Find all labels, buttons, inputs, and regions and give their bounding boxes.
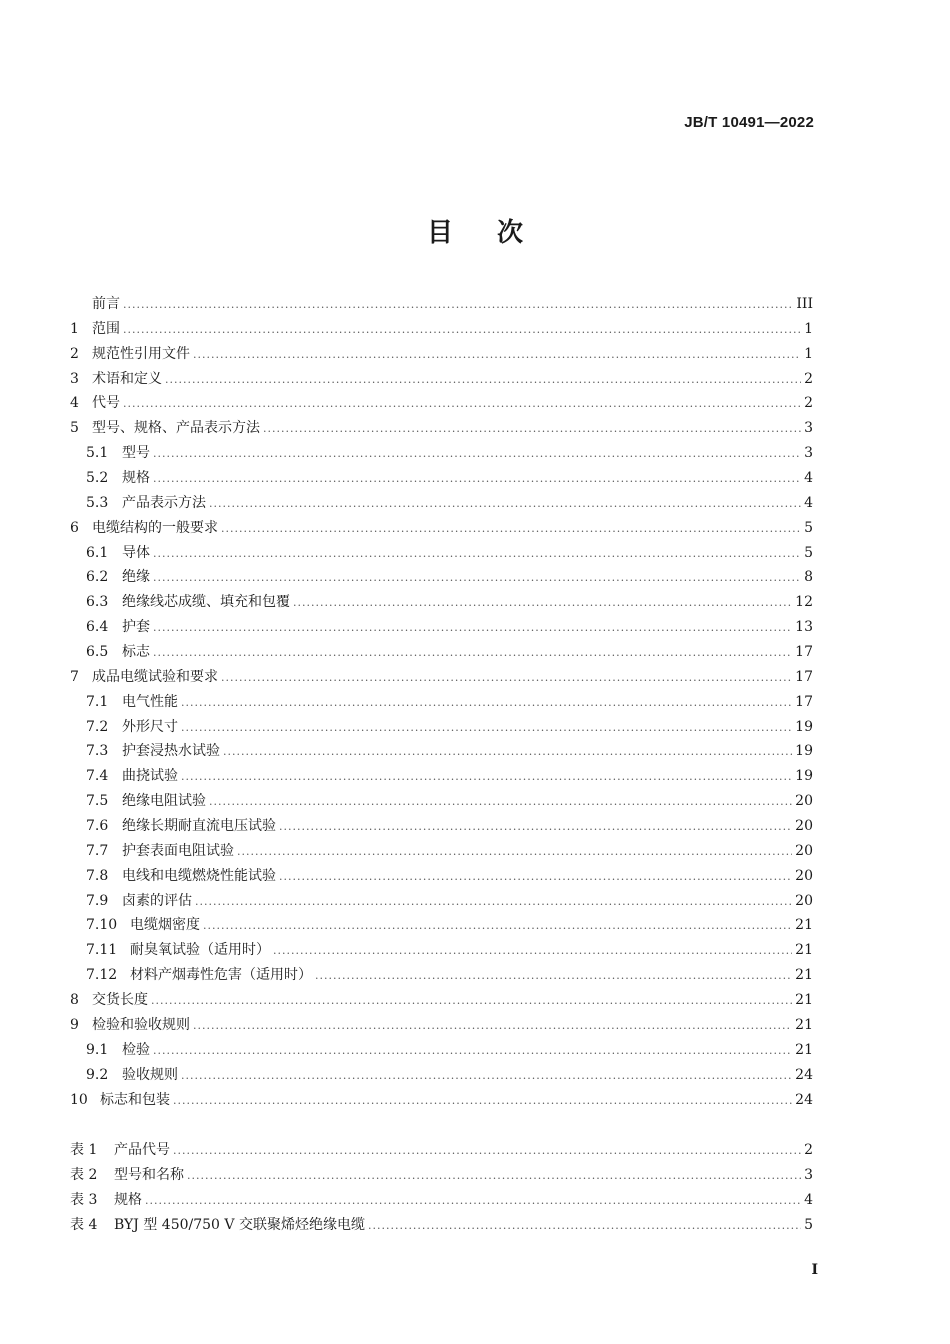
dot-leader [123, 318, 801, 343]
dot-leader [195, 890, 792, 915]
dot-leader [123, 293, 793, 318]
entry-number: 7.9 [86, 892, 109, 909]
entry-page-number: 4 [804, 494, 813, 511]
dot-leader [273, 939, 792, 964]
entry-title: 电线和电缆燃烧性能试验 [122, 867, 276, 884]
dot-leader [173, 1139, 801, 1164]
dot-leader [209, 790, 792, 815]
entry-number: 表 1 [70, 1142, 98, 1158]
toc-entry[interactable] [70, 317, 813, 342]
dot-leader [181, 716, 792, 741]
entry-page-number: III [796, 296, 813, 312]
entry-number: 2 [70, 345, 79, 362]
table-of-contents [70, 292, 813, 1112]
entry-number: 6.5 [86, 644, 109, 661]
table-list-item[interactable] [70, 1188, 813, 1213]
entry-title: 绝缘线芯成缆、填充和包覆 [122, 594, 290, 611]
entry-page-number: 4 [804, 1191, 813, 1208]
entry-title: 检验 [122, 1041, 150, 1058]
entry-number: 10 [70, 1091, 88, 1108]
entry-page-number: 2 [804, 395, 813, 412]
entry-title: 标志 [122, 644, 150, 661]
toc-entry[interactable] [70, 764, 813, 789]
toc-entry[interactable] [70, 889, 813, 914]
entry-number: 7.10 [86, 917, 118, 934]
entry-title: 材料产烟毒性危害（适用时） [130, 967, 312, 984]
entry-page-number: 5 [804, 1216, 813, 1233]
dot-leader [151, 989, 792, 1014]
dot-leader [293, 591, 792, 616]
dot-leader [153, 467, 801, 492]
entry-number: 5.2 [86, 470, 109, 487]
entry-page-number: 20 [795, 867, 813, 884]
entry-page-number: 20 [795, 793, 813, 810]
entry-number: 6 [70, 519, 79, 536]
entry-title: 绝缘长期耐直流电压试验 [122, 818, 276, 835]
dot-leader [123, 392, 801, 417]
dot-leader [315, 964, 792, 989]
dot-leader [181, 765, 792, 790]
entry-title: 交货长度 [92, 992, 148, 1009]
page-title: 目次 [426, 218, 567, 248]
entry-page-number: 19 [795, 718, 813, 735]
table-list-item[interactable] [70, 1163, 813, 1188]
toc-entry[interactable] [70, 292, 813, 317]
toc-entry[interactable] [70, 690, 813, 715]
entry-number: 5.3 [86, 494, 109, 511]
entry-title: 护套浸热水试验 [122, 743, 220, 760]
dot-leader [368, 1214, 801, 1239]
entry-title: 代号 [92, 395, 120, 412]
entry-number: 1 [70, 320, 79, 337]
entry-title: 标志和包装 [100, 1091, 170, 1108]
dot-leader [187, 1164, 801, 1189]
dot-leader [193, 1014, 792, 1039]
entry-page-number: 20 [795, 818, 813, 835]
entry-title: 范围 [92, 320, 120, 337]
entry-number: 9 [70, 1016, 79, 1033]
entry-title: 绝缘 [122, 569, 150, 586]
dot-leader [221, 666, 792, 691]
entry-title: 验收规则 [122, 1066, 178, 1083]
entry-title: 成品电缆试验和要求 [92, 668, 218, 685]
entry-number: 9.1 [86, 1041, 109, 1058]
entry-page-number: 2 [804, 370, 813, 387]
dot-leader [279, 815, 792, 840]
entry-title: 检验和验收规则 [92, 1016, 190, 1033]
entry-title: 术语和定义 [92, 370, 162, 387]
dot-leader [203, 914, 792, 939]
entry-number: 7.7 [86, 842, 109, 859]
entry-page-number: 21 [795, 942, 813, 959]
toc-entry[interactable] [70, 565, 813, 590]
entry-title: 产品代号 [114, 1142, 170, 1158]
entry-number: 7.6 [86, 818, 109, 835]
entry-number: 5 [70, 420, 79, 437]
toc-entry[interactable] [70, 590, 813, 615]
toc-entry[interactable] [70, 665, 813, 690]
entry-title: 护套 [122, 619, 150, 636]
entry-number: 7 [70, 668, 79, 685]
entry-number: 7.5 [86, 793, 109, 810]
entry-title: 规格 [122, 470, 150, 487]
dot-leader [181, 1064, 792, 1089]
toc-entry[interactable] [70, 938, 813, 963]
entry-page-number: 3 [804, 420, 813, 437]
entry-page-number: 1 [804, 345, 813, 362]
toc-entry[interactable] [70, 1013, 813, 1038]
table-list-item[interactable] [70, 1213, 813, 1238]
toc-entry[interactable] [70, 913, 813, 938]
toc-entry[interactable] [70, 466, 813, 491]
toc-entry[interactable] [70, 640, 813, 665]
entry-page-number: 21 [795, 1041, 813, 1058]
toc-entry[interactable] [70, 342, 813, 367]
entry-title: 型号和名称 [114, 1166, 184, 1183]
entry-title: 曲挠试验 [122, 768, 178, 785]
entry-title: 型号 [122, 445, 150, 462]
entry-title: 产品表示方法 [122, 494, 206, 511]
toc-entry[interactable] [70, 367, 813, 392]
entry-page-number: 19 [795, 743, 813, 760]
standard-number: JB/T 10491—2022 [684, 114, 814, 131]
entry-title: 护套表面电阻试验 [122, 842, 234, 859]
toc-entry[interactable] [70, 963, 813, 988]
entry-number: 7.12 [86, 967, 118, 984]
entry-page-number: 24 [795, 1091, 813, 1108]
entry-number: 3 [70, 370, 79, 387]
entry-page-number: 8 [804, 569, 813, 586]
entry-page-number: 12 [795, 594, 813, 611]
toc-entry[interactable] [70, 1038, 813, 1063]
entry-page-number: 20 [795, 842, 813, 859]
entry-number: 表 4 [70, 1216, 98, 1233]
dot-leader [237, 840, 792, 865]
toc-entry[interactable] [70, 416, 813, 441]
toc-entry[interactable] [70, 789, 813, 814]
entry-title: BYJ 型 450/750 V 交联聚烯烃绝缘电缆 [114, 1216, 365, 1233]
entry-page-number: 17 [795, 693, 813, 710]
entry-title: 电气性能 [122, 693, 178, 710]
entry-title: 型号、规格、产品表示方法 [92, 420, 260, 437]
dot-leader [221, 517, 801, 542]
entry-number: 6.2 [86, 569, 109, 586]
entry-page-number: 21 [795, 917, 813, 934]
dot-leader [209, 492, 801, 517]
entry-title: 导体 [122, 544, 150, 561]
dot-leader [165, 368, 801, 393]
entry-page-number: 20 [795, 892, 813, 909]
entry-page-number: 17 [795, 668, 813, 685]
entry-number: 6.3 [86, 594, 109, 611]
entry-title: 前言 [92, 296, 120, 312]
dot-leader [153, 641, 792, 666]
entry-page-number: 21 [795, 1016, 813, 1033]
toc-entry[interactable] [70, 491, 813, 516]
toc-entry[interactable] [70, 541, 813, 566]
entry-title: 卤素的评估 [122, 892, 192, 909]
entry-page-number: 17 [795, 644, 813, 661]
table-list-item[interactable] [70, 1138, 813, 1163]
entry-number: 表 3 [70, 1191, 98, 1208]
entry-page-number: 24 [795, 1066, 813, 1083]
toc-entry[interactable] [70, 715, 813, 740]
entry-title: 电缆结构的一般要求 [92, 519, 218, 536]
toc-entry[interactable] [70, 516, 813, 541]
entry-number: 8 [70, 992, 79, 1009]
toc-entry[interactable] [70, 864, 813, 889]
list-of-tables [70, 1138, 813, 1237]
dot-leader [173, 1089, 792, 1114]
entry-number: 4 [70, 395, 79, 412]
entry-number: 5.1 [86, 445, 109, 462]
toc-entry[interactable] [70, 988, 813, 1013]
entry-page-number: 2 [804, 1142, 813, 1158]
dot-leader [153, 566, 801, 591]
entry-page-number: 4 [804, 470, 813, 487]
dot-leader [153, 542, 801, 567]
entry-page-number: 19 [795, 768, 813, 785]
toc-entry[interactable] [70, 391, 813, 416]
entry-page-number: 5 [804, 519, 813, 536]
dot-leader [181, 691, 792, 716]
entry-number: 7.11 [86, 942, 118, 959]
page-number: I [811, 1262, 818, 1278]
entry-title: 耐臭氧试验（适用时） [130, 942, 270, 959]
entry-title: 电缆烟密度 [130, 917, 200, 934]
entry-number: 7.4 [86, 768, 109, 785]
dot-leader [145, 1189, 801, 1214]
toc-entry[interactable] [70, 839, 813, 864]
toc-entry[interactable] [70, 814, 813, 839]
dot-leader [193, 343, 801, 368]
entry-title: 规格 [114, 1191, 142, 1208]
toc-entry[interactable] [70, 1088, 813, 1113]
entry-title: 外形尺寸 [122, 718, 178, 735]
dot-leader [153, 616, 792, 641]
entry-number: 6.4 [86, 619, 109, 636]
dot-leader [223, 740, 792, 765]
entry-number: 7.8 [86, 867, 109, 884]
dot-leader [153, 1039, 792, 1064]
entry-title: 绝缘电阻试验 [122, 793, 206, 810]
entry-page-number: 3 [804, 445, 813, 462]
entry-number: 表 2 [70, 1166, 98, 1183]
entry-page-number: 1 [804, 320, 813, 337]
toc-entry[interactable] [70, 441, 813, 466]
toc-entry[interactable] [70, 739, 813, 764]
dot-leader [263, 417, 801, 442]
entry-number: 6.1 [86, 544, 109, 561]
entry-number: 7.2 [86, 718, 109, 735]
entry-number: 9.2 [86, 1066, 109, 1083]
entry-number: 7.1 [86, 693, 109, 710]
entry-page-number: 21 [795, 992, 813, 1009]
toc-entry[interactable] [70, 1063, 813, 1088]
toc-entry[interactable] [70, 615, 813, 640]
dot-leader [153, 442, 801, 467]
entry-page-number: 5 [804, 544, 813, 561]
entry-page-number: 13 [795, 619, 813, 636]
entry-title: 规范性引用文件 [92, 345, 190, 362]
entry-page-number: 21 [795, 967, 813, 984]
dot-leader [279, 865, 792, 890]
entry-page-number: 3 [804, 1166, 813, 1183]
entry-number: 7.3 [86, 743, 109, 760]
